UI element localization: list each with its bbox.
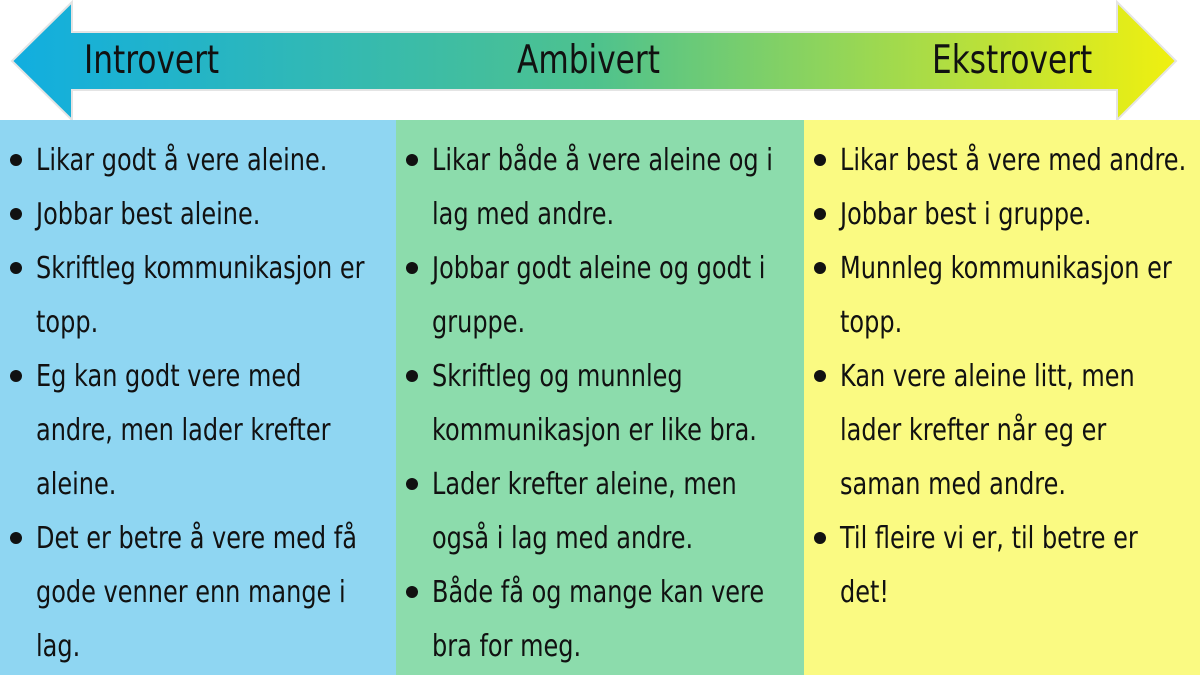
list-item: Likar både å vere aleine og i lag med andre. xyxy=(396,134,792,242)
ekstrovert-column xyxy=(804,120,1200,675)
bullet-icon xyxy=(10,262,22,274)
introvert-label: Introvert xyxy=(84,38,220,83)
ambivert-column xyxy=(396,120,804,675)
list-item: Kan vere aleine litt, men lader krefter når eg er saman med andre. xyxy=(804,350,1190,512)
bullet-icon xyxy=(814,262,826,274)
list-item: Jobbar godt aleine og godt i gruppe. xyxy=(396,242,792,350)
bullet-icon xyxy=(406,478,418,490)
introvert-column xyxy=(0,120,396,675)
bullet-icon xyxy=(10,154,22,166)
list-item: Likar best å vere med andre. xyxy=(804,134,1190,188)
list-item: Skriftleg kommunikasjon er topp. xyxy=(0,242,376,350)
bullet-icon xyxy=(406,154,418,166)
list-item: Til fleire vi er, til betre er det! xyxy=(804,512,1190,620)
scale-arrow xyxy=(0,0,1200,122)
bullet-icon xyxy=(406,370,418,382)
introvert-list xyxy=(0,134,376,674)
list-item: Eg kan godt vere med andre, men lader krefter aleine. xyxy=(0,350,376,512)
ambivert-list xyxy=(396,134,792,674)
bullet-icon xyxy=(10,370,22,382)
list-item: Lader krefter aleine, men også i lag med andre. xyxy=(396,458,792,566)
ambivert-label: Ambivert xyxy=(517,38,660,83)
bullet-icon xyxy=(406,262,418,274)
list-item: Jobbar best aleine. xyxy=(0,188,376,242)
bullet-icon xyxy=(814,208,826,220)
bullet-icon xyxy=(814,370,826,382)
bullet-icon xyxy=(814,532,826,544)
list-item: Skriftleg og munnleg kommunikasjon er like bra. xyxy=(396,350,792,458)
list-item: Jobbar best i gruppe. xyxy=(804,188,1190,242)
list-item: Det er betre å vere med få gode venner enn mange i lag. xyxy=(0,512,376,674)
list-item: Munnleg kommunikasjon er topp. xyxy=(804,242,1190,350)
ekstrovert-label: Ekstrovert xyxy=(932,38,1093,83)
bullet-icon xyxy=(10,532,22,544)
list-item: Både få og mange kan vere bra for meg. xyxy=(396,566,792,674)
bullet-icon xyxy=(10,208,22,220)
list-item: Likar godt å vere aleine. xyxy=(0,134,376,188)
ekstrovert-list xyxy=(804,134,1190,620)
bullet-icon xyxy=(406,586,418,598)
bullet-icon xyxy=(814,154,826,166)
